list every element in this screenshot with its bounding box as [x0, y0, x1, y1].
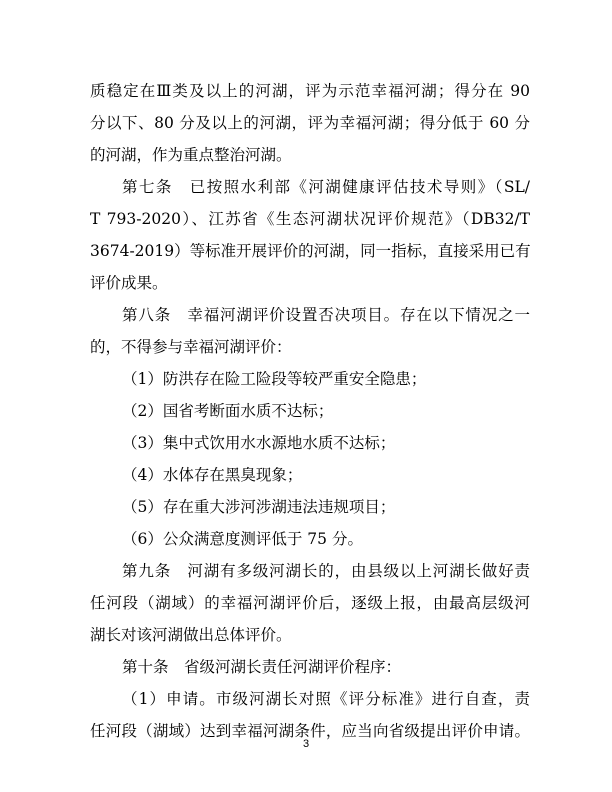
list-item: （3）集中式饮用水水源地水质不达标；: [122, 434, 396, 452]
list-item: （4）水体存在黑臭现象；: [122, 466, 303, 484]
text-line: 湖长对该河湖做出总体评价。: [90, 626, 292, 644]
text-line: 评价成果。: [90, 274, 168, 292]
list-item: （1）防洪存在险工险段等较严重安全隐患；: [122, 370, 427, 388]
list-item: （2）国省考断面水质不达标；: [122, 402, 334, 420]
list-item: （1）申请。市级河湖长对照《评分标准》进行自查，责: [122, 690, 530, 708]
list-item: （5）存在重大涉河涉湖违法违规项目；: [122, 498, 396, 516]
text-line: 3674-2019）等标准开展评价的河湖，同一指标，直接采用已有: [90, 242, 531, 260]
page-number: 3: [302, 738, 310, 750]
list-item: （6）公众满意度测评低于 75 分。: [122, 530, 363, 548]
text-line: 分以下、80 分及以上的河湖，评为幸福河湖；得分低于 60 分: [90, 114, 530, 132]
text-line: 质稳定在Ⅲ类及以上的河湖，评为示范幸福河湖；得分在 90: [90, 82, 530, 100]
text-line: 的，不得参与幸福河湖评价：: [90, 338, 292, 356]
article-7-heading-line: 第七条 已按照水利部《河湖健康评估技术导则》（SL/: [122, 178, 530, 196]
text-line: T 793-2020）、江苏省《生态河湖状况评价规范》（DB32/T: [90, 210, 530, 228]
text-line: 的河湖，作为重点整治河湖。: [90, 146, 292, 164]
article-8-heading-line: 第八条 幸福河湖评价设置否决项目。存在以下情况之一: [122, 306, 530, 324]
article-10-heading-line: 第十条 省级河湖长责任河湖评价程序：: [122, 658, 402, 676]
text-line: 任河段（湖域）的幸福河湖评价后，逐级上报，由最高层级河: [90, 594, 530, 612]
text-line: 任河段（湖域）达到幸福河湖条件，应当向省级提出评价申请。: [90, 722, 530, 740]
article-9-heading-line: 第九条 河湖有多级河湖长的，由县级以上河湖长做好责: [122, 562, 530, 580]
